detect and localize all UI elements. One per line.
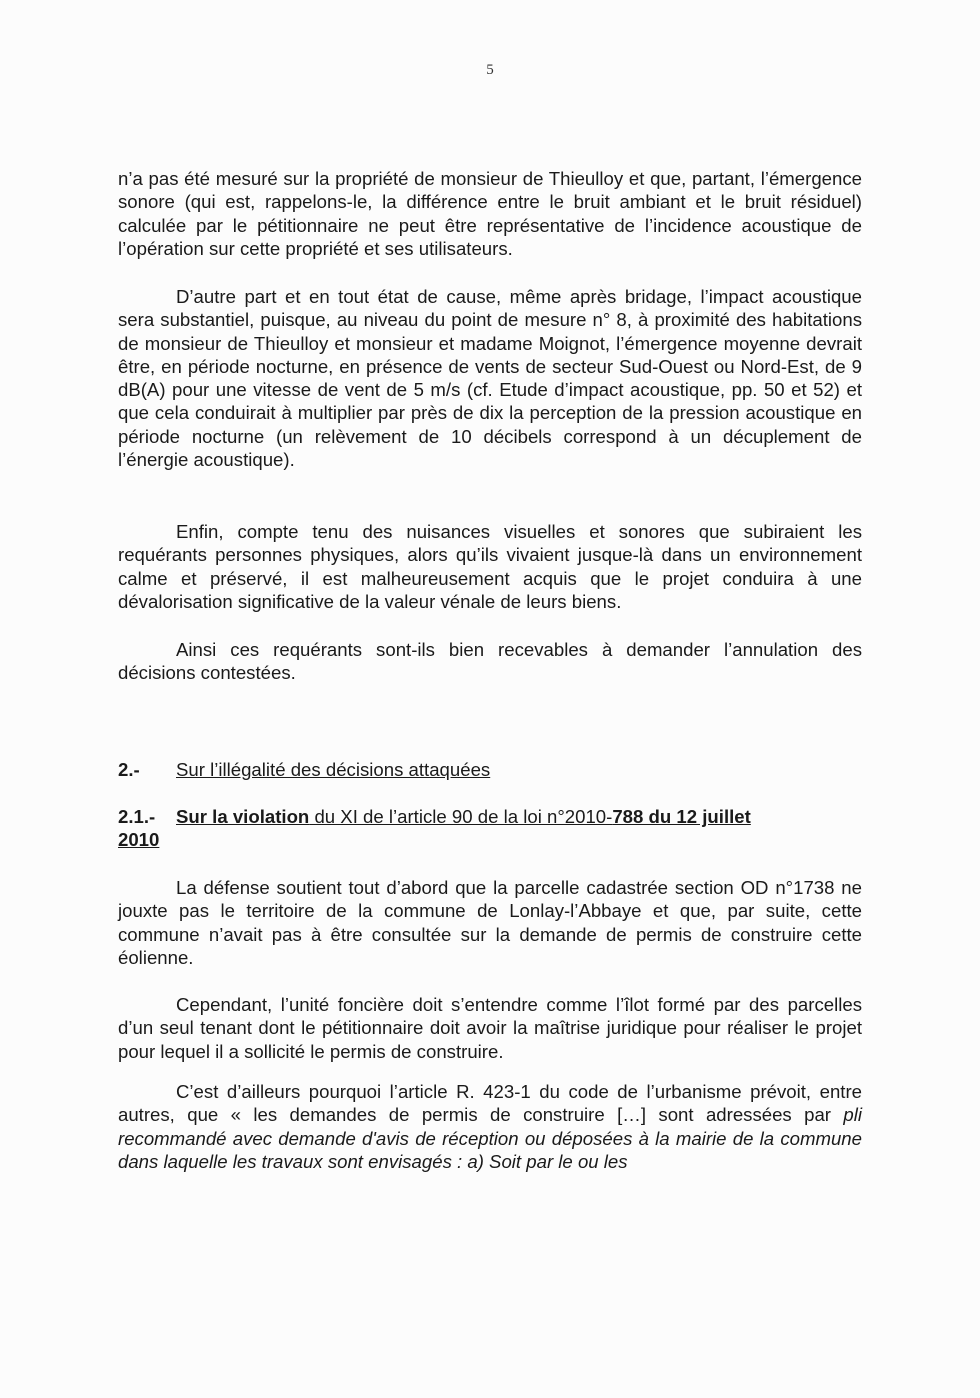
paragraph-admissibility: Ainsi ces requérants sont-ils bien recevables à demander l’annulation des décisions contestées. (118, 639, 862, 684)
subsection-number: 2.1.- (118, 806, 156, 827)
page-number: 5 (486, 62, 494, 78)
subsection-title-line2: 2010 (118, 829, 160, 851)
section-heading-2-1 (118, 805, 862, 852)
section-title: Sur l’illégalité des décisions attaquées (176, 759, 491, 780)
section-heading-2 (118, 758, 862, 781)
paragraph-acoustic-impact: D’autre part et en tout état de cause, même après bridage, l’impact acoustique sera substantiel, puisque, au niveau du point de mesure n° 8, à proximité des habitations de monsieur de Thieulloy et monsieur et madame Moignot, l’émergence moyenne devrait être, en période nocturne, en présence de vents de secteur Sud-Ouest ou Nord-Est, de 9 dB(A) pour une vitesse de vent de 5 m/s (cf. Etude d’impact acoustique, pp. 50 et 52) et que cela conduirait à multiplier par près de dix la perception de la pression acoustique en période nocturne (un relèvement de 10 décibels correspond à un décuplement de l’énergie acoustique). (118, 286, 862, 471)
subsection-title-bold: Sur la violation (176, 806, 310, 827)
section-number: 2.- (118, 759, 140, 780)
paragraph-property-devaluation: Enfin, compte tenu des nuisances visuelles et sonores que subiraient les requérants personnes physiques, alors qu’ils vivaient jusque-là dans un environnement calme et préservé, il est malheureusement acquis que le projet conduira à une dévalorisation significative de la valeur vénale de leurs biens. (118, 521, 862, 612)
paragraph-acoustic-emergence: n’a pas été mesuré sur la propriété de monsieur de Thieulloy et que, partant, l’émergence sonore (qui est, rappelons-le, la différence entre le bruit ambiant et le bruit résiduel) calculée par le pétitionnaire ne peut être représentative de l’incidence acoustique de l’opération sur cette propriété et ses utilisateurs. (118, 168, 862, 259)
subsection-title-middle: du XI de l’article 90 de la loi n°2010- (309, 806, 613, 827)
article-quote-plain: C’est d’ailleurs pourquoi l’article R. 423-1 du code de l’urbanisme prévoit, entre autres, que « les demandes de permis de construire […] sont adressées par (118, 1081, 862, 1126)
paragraph-land-unit: Cependant, l’unité foncière doit s’entendre comme l’îlot formé par des parcelles d’un seul tenant dont le pétitionnaire doit avoir la maîtrise juridique pour réaliser le projet pour lequel il a sollicité le permis de construire. (118, 994, 862, 1062)
subsection-title-bold-end: 788 du 12 juillet (612, 806, 751, 827)
article-quote-italic: pli recommandé avec demande d'avis de réception ou déposées à la mairie de la commune dans laquelle les travaux sont envisagés : a) Soit par le ou les (118, 1104, 862, 1172)
paragraph-article-r423 (118, 1080, 862, 1173)
paragraph-defense-argument: La défense soutient tout d’abord que la parcelle cadastrée section OD n°1738 ne jouxte pas le territoire de la commune de Lonlay-l’Abbaye et que, par suite, cette commune n’avait pas à être consultée sur la demande de permis de construire cette éolienne. (118, 877, 862, 968)
